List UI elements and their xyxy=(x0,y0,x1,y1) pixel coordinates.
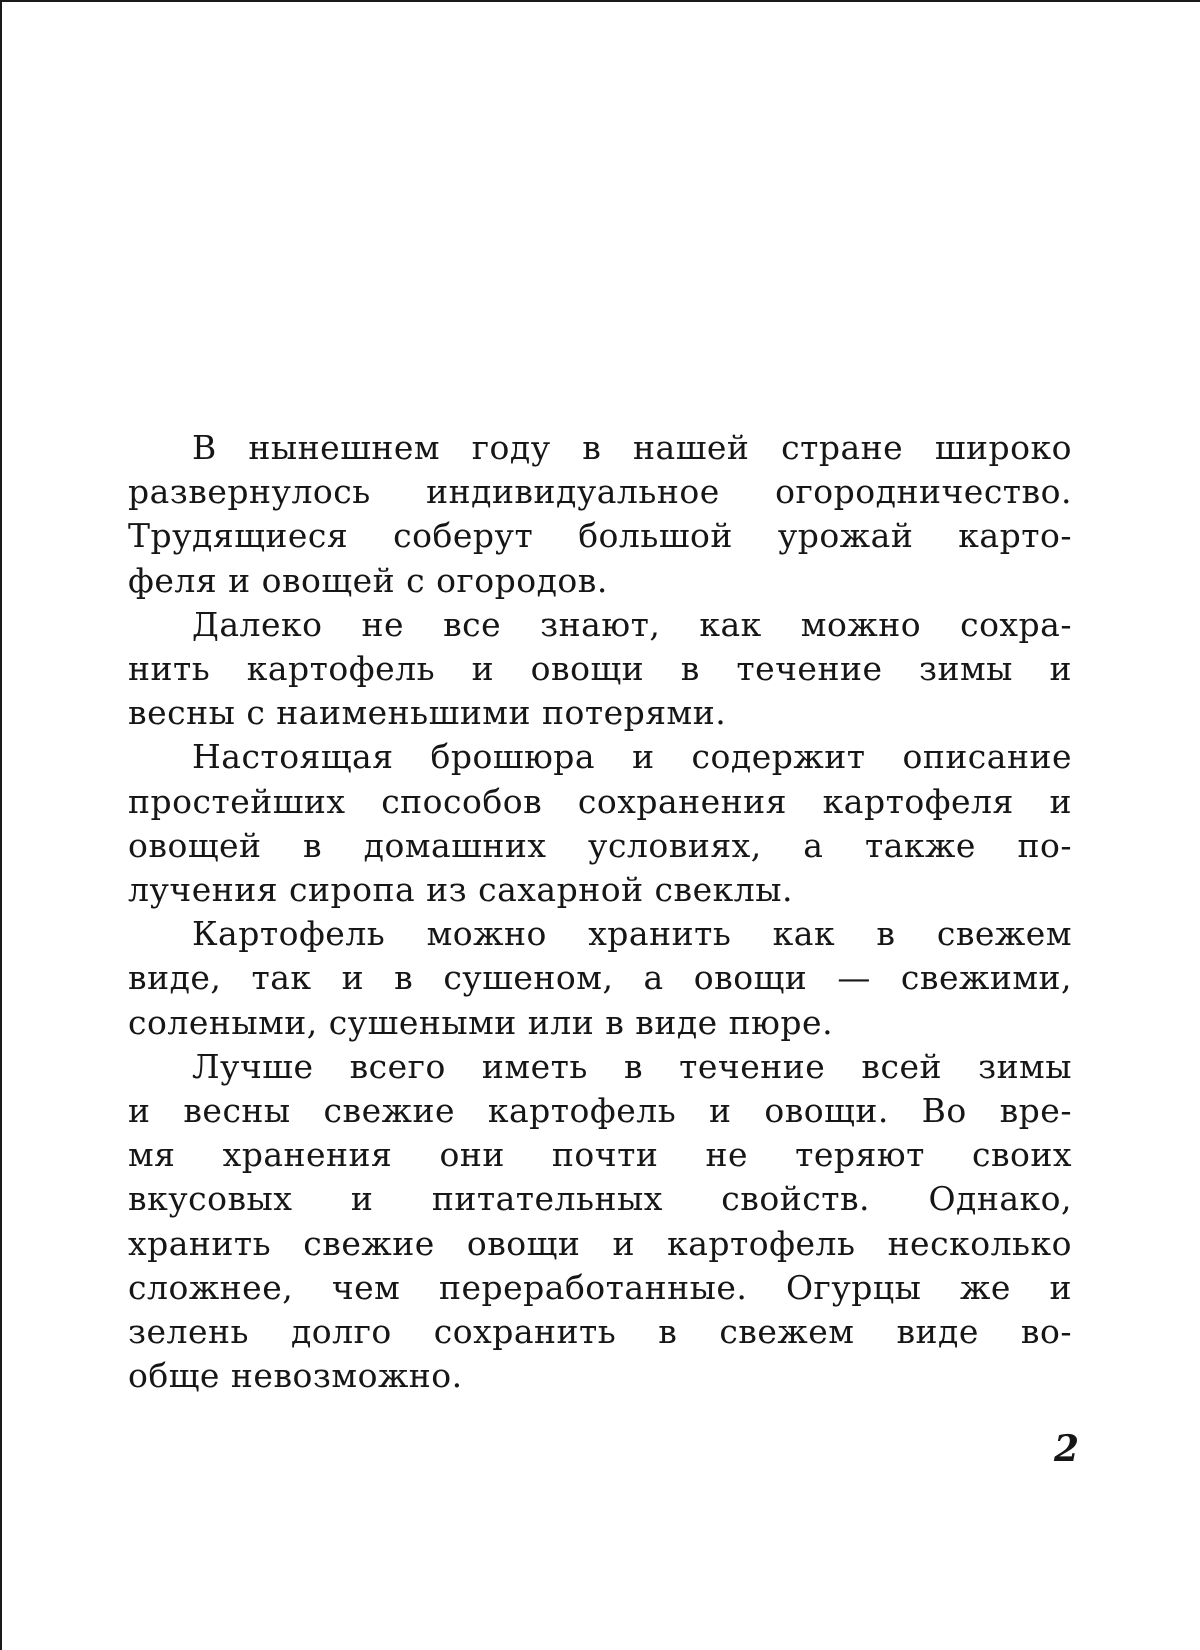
text-line: и весны свежие картофель и овощи. Во вре- xyxy=(128,1091,1072,1131)
text-line: Настоящая брошюра и содержит описание xyxy=(192,737,1072,777)
text-line: сложнее, чем переработанные. Огурцы же и xyxy=(128,1267,1072,1307)
text-line: нить картофель и овощи в течение зимы и xyxy=(128,649,1072,689)
text-line: Далеко не все знают, как можно сохра- xyxy=(192,604,1072,644)
text-line: виде, так и в сушеном, а овощи — свежими, xyxy=(128,958,1072,998)
text-line: зелень долго сохранить в свежем виде во- xyxy=(128,1312,1072,1352)
text-line: феля и овощей с огородов. xyxy=(128,560,608,600)
text-line: лучения сиропа из сахарной свеклы. xyxy=(128,870,793,910)
text-line: обще невозможно. xyxy=(128,1356,463,1396)
text-line: солеными, сушеными или в виде пюре. xyxy=(128,1002,834,1042)
paragraph xyxy=(128,603,1072,736)
text-line: хранить свежие овощи и картофель несколько xyxy=(128,1223,1072,1263)
text-line: вкусовых и питательных свойств. Однако, xyxy=(128,1179,1072,1219)
text-line: развернулось индивидуальное огородничество. xyxy=(128,472,1072,512)
paragraph xyxy=(128,426,1072,603)
page-number: 2 xyxy=(1054,1428,1080,1470)
text-line: овощей в домашних условиях, а также по- xyxy=(128,825,1072,865)
paragraph xyxy=(128,912,1072,1045)
text-line: Лучше всего иметь в течение всей зимы xyxy=(192,1046,1072,1086)
body-text xyxy=(128,426,1072,1398)
text-line: Трудящиеся соберут большой урожай карто- xyxy=(128,516,1072,556)
text-line: мя хранения они почти не теряют своих xyxy=(128,1135,1072,1175)
text-line: В нынешнем году в нашей стране широко xyxy=(192,428,1072,467)
paragraph xyxy=(128,1045,1072,1399)
text-line: весны с наименьшими потерями. xyxy=(128,693,727,733)
text-line: простейших способов сохранения картофеля и xyxy=(128,781,1072,821)
paragraph xyxy=(128,735,1072,912)
text-line: Картофель можно хранить как в свежем xyxy=(192,914,1072,954)
